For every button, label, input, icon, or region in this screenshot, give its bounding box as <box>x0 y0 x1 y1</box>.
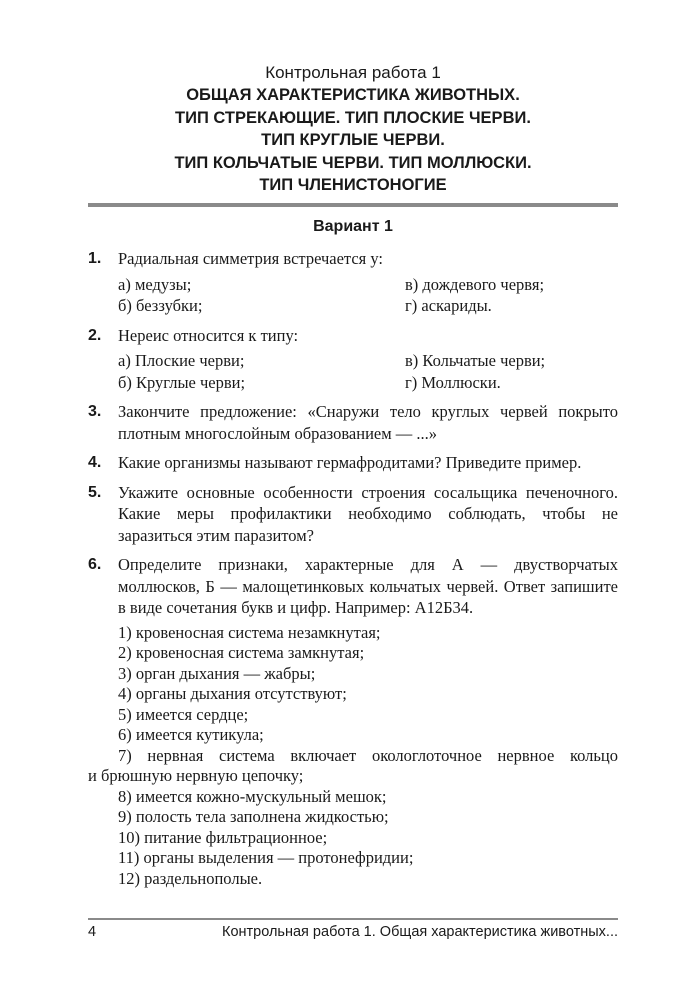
question-2 <box>88 325 618 394</box>
header-divider <box>88 203 618 207</box>
variant-heading: Вариант 1 <box>313 218 393 235</box>
answer-options <box>118 350 618 393</box>
question-number: 1. <box>88 250 102 267</box>
answer-option: г) аскариды. <box>405 296 492 315</box>
question-number: 4. <box>88 454 102 471</box>
title-line: ТИП КРУГЛЫЕ ЧЕРВИ. <box>261 131 445 149</box>
question-text: Укажите основные особенности строения сосальщика печеночного. Какие меры профилактики необходимо соблюдать, чтобы не заразиться этим паразитом? <box>118 482 618 545</box>
question-4 <box>88 452 618 474</box>
title-line: ТИП СТРЕКАЮЩИЕ. ТИП ПЛОСКИЕ ЧЕРВИ. <box>175 108 531 127</box>
list-item-line: и брюшную нервную цепочку; <box>88 766 304 785</box>
answer-option: в) Кольчатые черви; <box>405 351 546 370</box>
question-text: Какие организмы называют гермафродитами? Приведите пример. <box>118 453 582 472</box>
answer-option: а) Плоские черви; <box>118 351 245 370</box>
footer-divider <box>88 918 618 920</box>
question-text: Нереис относится к типу: <box>118 325 299 345</box>
answer-option: б) беззубки; <box>118 296 203 315</box>
running-title: Контрольная работа 1. Общая характеристика животных... <box>222 924 618 940</box>
trait-list <box>88 622 618 890</box>
list-item: 3) орган дыхания — жабры; <box>118 663 316 683</box>
question-number: 3. <box>88 403 102 420</box>
question-3 <box>88 401 618 444</box>
question-list <box>88 248 618 897</box>
answer-option: б) Круглые черви; <box>118 372 246 392</box>
question-number: 5. <box>88 483 102 501</box>
answer-option: в) дождевого червя; <box>405 274 545 294</box>
question-number: 2. <box>88 326 102 344</box>
list-item: 4) органы дыхания отсутствуют; <box>118 684 347 703</box>
list-item <box>88 745 618 787</box>
work-label: Контрольная работа 1 <box>265 63 441 82</box>
question-5 <box>88 482 618 547</box>
question-text: Закончите предложение: «Снаружи тело круглых червей покрыто плотным многослойным образованием — ...» <box>118 402 618 443</box>
list-item: 6) имеется кутикула; <box>118 725 264 744</box>
list-item: 10) питание фильтрационное; <box>118 827 328 847</box>
list-item: 1) кровеносная система незамкнутая; <box>118 622 381 642</box>
answer-option: г) Моллюски. <box>405 372 501 392</box>
list-item: 12) раздельнополые. <box>118 868 263 888</box>
title-line: ТИП КОЛЬЧАТЫЕ ЧЕРВИ. ТИП МОЛЛЮСКИ. <box>174 153 532 172</box>
list-item: 8) имеется кожно-мускульный мешок; <box>118 786 387 806</box>
list-item: 11) органы выделения — протонефридии; <box>118 848 414 867</box>
list-item: 2) кровеносная система замкнутая; <box>118 643 365 662</box>
page-header <box>88 62 618 197</box>
question-1 <box>88 248 618 317</box>
title-line: ОБЩАЯ ХАРАКТЕРИСТИКА ЖИВОТНЫХ. <box>186 86 520 104</box>
title-line: ТИП ЧЛЕНИСТОНОГИЕ <box>259 176 447 194</box>
list-item-line: 7) нервная система включает окологлоточное нервное кольцо <box>118 745 618 765</box>
list-item: 9) полость тела заполнена жидкостью; <box>118 807 389 826</box>
answer-options <box>118 274 618 317</box>
page-number: 4 <box>88 924 97 940</box>
question-text: Радиальная симметрия встречается у: <box>118 249 383 268</box>
question-6 <box>88 554 618 889</box>
list-item: 5) имеется сердце; <box>118 704 249 724</box>
question-number: 6. <box>88 556 102 573</box>
answer-option: а) медузы; <box>118 274 192 294</box>
question-text: Определите признаки, характерные для А — двустворчатых моллюсков, Б — малощетинковых кольчатых червей. Ответ запишите в виде сочетания букв и цифр. Например: А12Б34. <box>118 555 618 617</box>
